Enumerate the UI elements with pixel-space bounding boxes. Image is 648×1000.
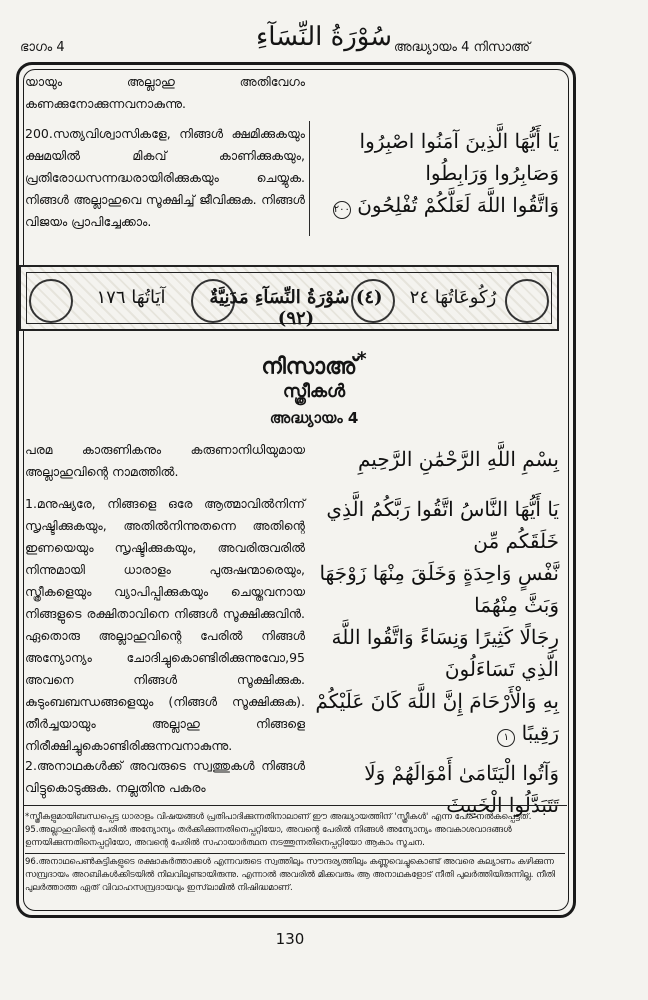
verse-2-arabic: وَآتُوا الْيَتَامَىٰ أَمْوَالَهُمْ وَلَا تَتَبَدَّلُوا الْخَبِيثَ — [364, 761, 559, 817]
banner-ornament-right — [505, 279, 549, 323]
column-divider — [309, 121, 310, 236]
bismillah-malayalam: പരമ കാരുണികനും കരുണാനിധിയുമായ അല്ലാഹുവിന്റെ നാമത്തിൽ. — [25, 442, 305, 479]
banner-ayat: آيَاتُهَا ١٧٦ — [96, 287, 166, 308]
footnote-star: *സ്ത്രീകളുമായിബന്ധപ്പെട്ട ധാരാളം വിഷയങ്ങൾ പ്രതിപാദിക്കുന്നതിനാലാണ് ഈ അദ്ധ്യായത്തിന് 'സ്ത്രീകൾ' എന്ന പേര് നൽകപ്പെട്ടത്. — [25, 812, 532, 822]
surah-name-title — [19, 349, 609, 379]
verse-1-arabic-line1: يَا أَيُّهَا النَّاسُ اتَّقُوا رَبَّكُمُ الَّذِي خَلَقَكُم مِّن — [326, 497, 559, 553]
banner-ruku: رُكُوعَاتُهَا ٢٤ — [409, 287, 497, 308]
surah-banner — [19, 265, 559, 331]
verse-200-arabic-line2 — [315, 189, 559, 221]
verse-200-number: ٢٠٠ — [333, 201, 351, 219]
footnote-96: 96.അനാഥപെൺകുട്ടികളുടെ രക്ഷാകർത്താക്കൾ എന്നവരുടെ സ്വത്തിലും സൗന്ദര്യത്തിലും കണ്ണുവെച്ചുകൊണ്ട് അവരെ കല്യാണം കഴിക്കുന്ന സമ്പ്രദായം അറബികൾക്കിടയിൽ നിലവിലുണ്ടായിരുന്നു. എന്നാൽ അവരിൽ മിക്കവരും ആ അനാഥകളോട് നീതി പുലർത്തിയിരുന്നില്ല. നീതി പുലർത്താത്ത ഏത് വിവാഹസമ്പ്രദായവും ഇസ്‌ലാമിൽ നിഷിദ്ധമാണ്. — [25, 853, 565, 895]
surah-meaning: സ്ത്രീകൾ — [282, 381, 346, 402]
verse-2-malayalam: 2.അനാഥകൾക്ക് അവരുടെ സ്വത്തുകൾ നിങ്ങൾ വിട്ടുകൊടുക്കുക. നല്ലതിനു പകരം — [25, 758, 305, 795]
part-label: ഭാഗം 4 — [20, 40, 65, 55]
verse-1-number: ١ — [497, 729, 515, 747]
footnote-rule — [23, 805, 567, 806]
footnote-95: 95.അല്ലാഹുവിന്റെ പേരിൽ അന്യോന്യം തർക്കിക്കുന്നതിനെപ്പറ്റിയോ, അവന്റെ പേരിൽ നിങ്ങൾ അന്യോന്യം അവകാശവാദങ്ങൾ ഉന്നയിക്കുന്നതിനെപ്പറ്റിയോ, അവന്റെ പേരിൽ സഹായാർത്ഥന നടത്തുന്നതിനെപ്പറ്റിയോ ആകാം സൂചന. — [25, 825, 512, 848]
bismillah-arabic: بِسْمِ اللَّهِ الرَّحْمَٰنِ الرَّحِيمِ — [357, 447, 559, 471]
chapter-subtitle: അദ്ധ്യായം 4 — [269, 409, 359, 427]
page-number: 130 — [275, 930, 305, 948]
title-asterisk: * — [356, 349, 367, 370]
page-frame — [16, 62, 576, 918]
verse-200-arabic-line1: يَا أَيُّهَا الَّذِينَ آمَنُوا اصْبِرُوا وَصَابِرُوا وَرَابِطُوا — [359, 129, 559, 185]
banner-surah-name: (٤) سُوْرَةُ النِّسَآءِ مَدَنِيَّةٌ (٩٢) — [209, 287, 383, 329]
verse-200-malayalam: 200.സത്യവിശ്വാസികളേ, നിങ്ങൾ ക്ഷമിക്കുകയും ക്ഷമയിൽ മികവ് കാണിക്കുകയും, പ്രതിരോധസന്നദ്ധരായിരിക്കുകയും ചെയ്യുക. നിങ്ങൾ അല്ലാഹുവെ സൂക്ഷിച്ച് ജീവിക്കുക. നിങ്ങൾ വിജയം പ്രാപിച്ചേക്കാം. — [25, 126, 305, 229]
surah-title-arabic: سُوْرَةُ النِّسَآءِ — [256, 22, 392, 52]
page-header — [0, 20, 648, 60]
verse-1-malayalam: 1.മനുഷ്യരേ, നിങ്ങളെ ഒരേ ആത്മാവിൽനിന്ന് സൃഷ്ടിക്കുകയും, അതിൽനിന്നുതന്നെ അതിന്റെ ഇണയെയും സൃഷ്ടിക്കുകയും, അവരിരുവരിൽ നിന്നുമായി ധാരാളം പുരുഷന്മാരെയും, സ്ത്രീകളെയും വ്യാപിപ്പിക്കുകയും ചെയ്തവനായ നിങ്ങളുടെ രക്ഷിതാവിനെ നിങ്ങൾ സൂക്ഷിക്കുവിൻ. ഏതൊരു അല്ലാഹുവിന്റെ പേരിൽ നിങ്ങൾ അന്യോന്യം ചോദിച്ചുകൊണ്ടിരിക്കുന്നുവോ,95 അവനെ നിങ്ങൾ സൂക്ഷിക്കുക. കുടുംബബന്ധങ്ങളെയും (നിങ്ങൾ സൂക്ഷിക്കുക). തീർച്ചയായും അല്ലാഹു നിങ്ങളെ നിരീക്ഷിച്ചുകൊണ്ടിരിക്കുന്നവനാകുന്നു. — [25, 496, 305, 753]
chapter-label: അദ്ധ്യായം 4 നിസാഅ് — [393, 40, 530, 55]
verse-200-arabic-line2-text: وَاتَّقُوا اللَّهَ لَعَلَّكُمْ تُفْلِحُونَ — [357, 193, 559, 217]
verse-1-arabic-line2: نَّفْسٍ وَاحِدَةٍ وَخَلَقَ مِنْهَا زَوْجَهَا وَبَثَّ مِنْهُمَا — [319, 561, 559, 617]
surah-name: നിസാഅ് — [261, 354, 357, 380]
verse-1-arabic-line4 — [315, 685, 559, 749]
banner-ornament-left — [29, 279, 73, 323]
verse-1-arabic — [315, 493, 559, 749]
footnotes — [25, 811, 565, 895]
continuation-text: യായും അല്ലാഹു അതിവേഗം കണക്കുനോക്കുന്നവനാകുന്നു. — [25, 74, 305, 111]
verse-1-arabic-line4-text: بِهِ وَالْأَرْحَامَ إِنَّ اللَّهَ كَانَ عَلَيْكُمْ رَقِيبًا — [315, 689, 559, 745]
verse-200-arabic — [315, 125, 559, 221]
verse-1-arabic-line3: رِجَالًا كَثِيرًا وَنِسَاءً وَاتَّقُوا اللَّهَ الَّذِي تَسَاءَلُونَ — [331, 625, 559, 681]
